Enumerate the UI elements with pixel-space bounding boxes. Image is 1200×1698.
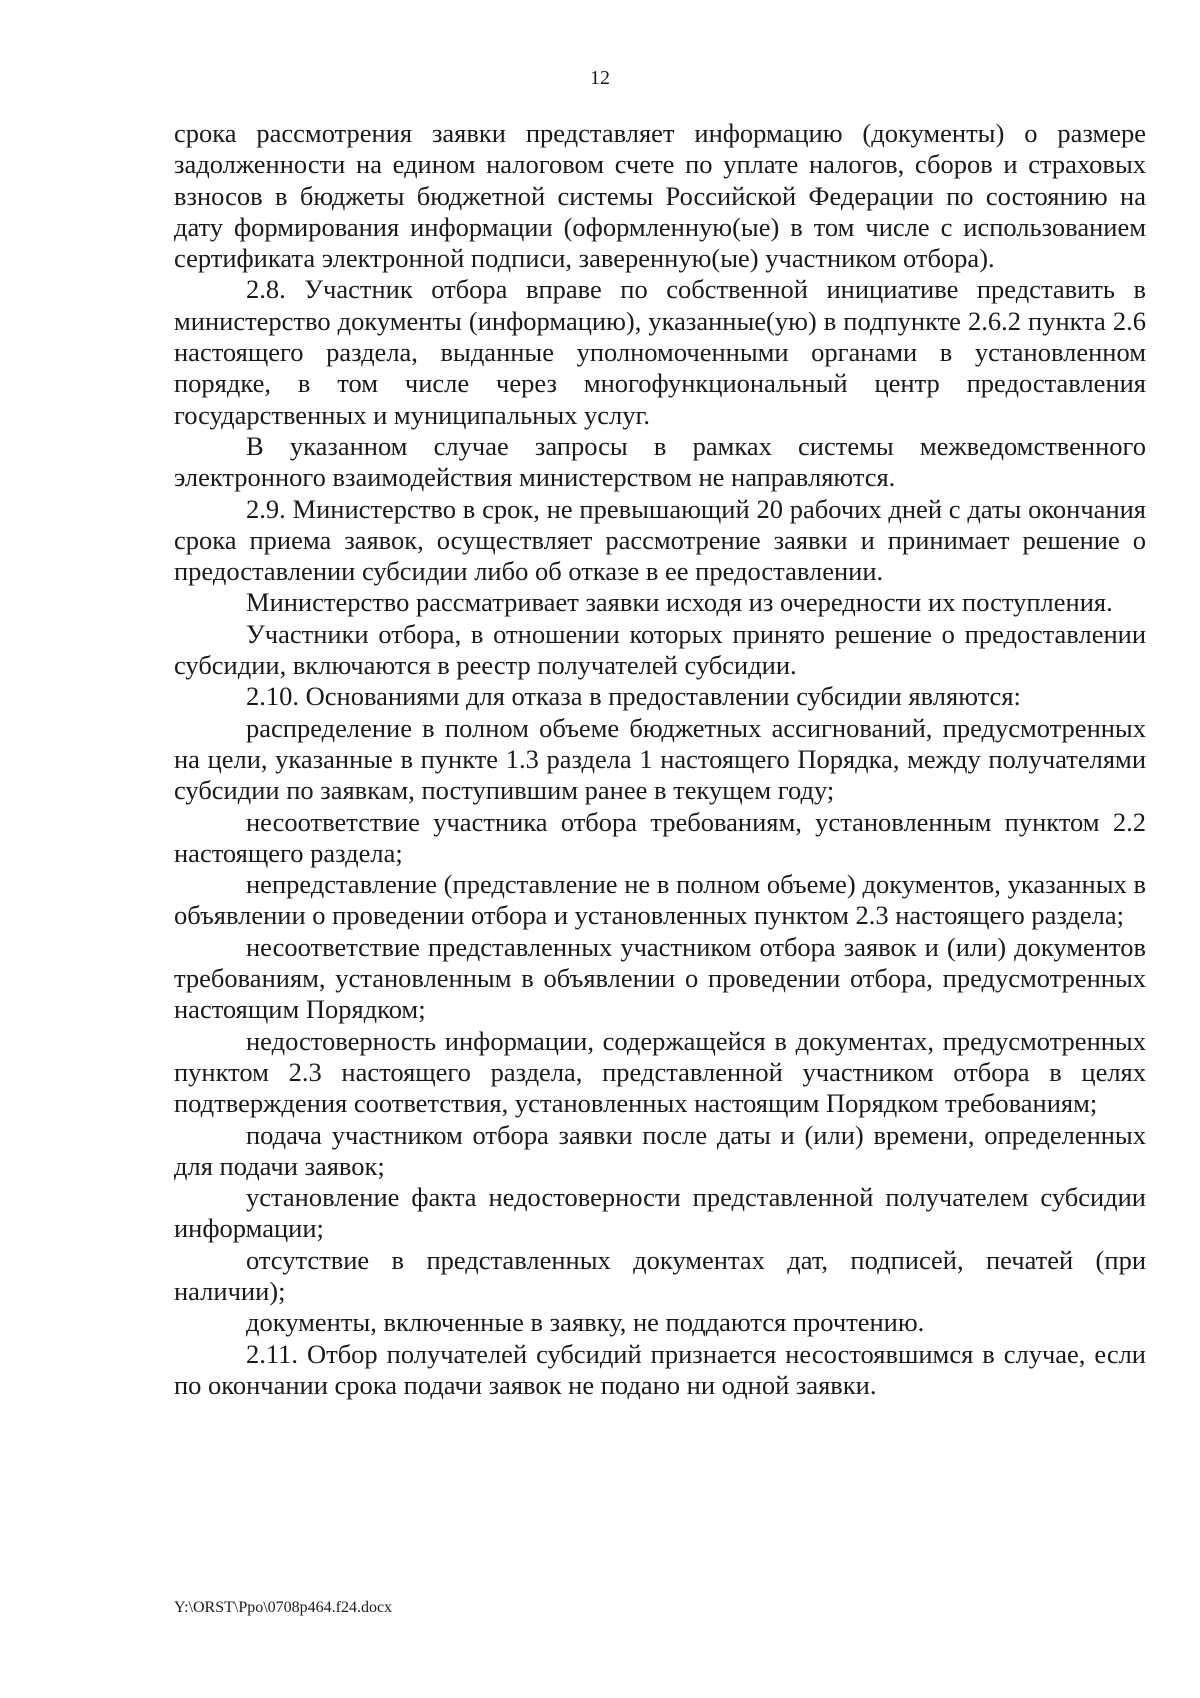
footer-file-path: Y:\ORST\Ppo\0708p464.f24.docx (174, 1599, 393, 1616)
paragraph: срока рассмотрения заявки представляет информацию (документы) о размере задолженности на едином налоговом счете по уплате налогов, сборов и страховых взносов в бюджеты бюджетной системы Российской Федерации по состоянию на дату формирования информации (оформленную(ые) в том числе с использованием сертификата электронной подписи, заверенную(ые) участником отбора). (174, 118, 1146, 274)
paragraph: Министерство рассматривает заявки исходя из очередности их поступления. (246, 587, 1113, 618)
paragraph: недостоверность информации, содержащейся в документах, предусмотренных пунктом 2.3 настоящего раздела, представленной участником отбора в целях подтверждения соответствия, установленных настоящим Порядком требованиям; (174, 1025, 1146, 1119)
paragraph: отсутствие в представленных документах дат, подписей, печатей (при наличии); (174, 1244, 1146, 1306)
page-number: 12 (590, 67, 610, 89)
paragraph: распределение в полном объеме бюджетных ассигнований, предусмотренных на цели, указанные в пункте 1.3 раздела 1 настоящего Порядка, между получателями субсидии по заявкам, поступившим ранее в текущем году; (174, 712, 1146, 806)
paragraph: 2.10. Основаниями для отказа в предоставлении субсидии являются: (246, 681, 1021, 712)
paragraph: непредставление (представление не в полном объеме) документов, указанных в объявлении о проведении отбора и установленных пунктом 2.3 настоящего раздела; (174, 869, 1146, 931)
paragraph: 2.9. Министерство в срок, не превышающий 20 рабочих дней с даты окончания срока приема заявок, осуществляет рассмотрение заявки и принимает решение о предоставлении субсидии либо об отказе в ее предоставлении. (174, 493, 1146, 587)
paragraph: подача участником отбора заявки после даты и (или) времени, определенных для подачи заявок; (174, 1119, 1146, 1181)
document-body (174, 118, 1146, 1401)
paragraph: Участники отбора, в отношении которых принято решение о предоставлении субсидии, включаются в реестр получателей субсидии. (174, 618, 1146, 681)
paragraph: установление факта недостоверности представленной получателем субсидии информации; (174, 1182, 1146, 1244)
paragraph: 2.8. Участник отбора вправе по собственной инициативе представить в министерство документы (информацию), указанные(ую) в подпункте 2.6.2 пункта 2.6 настоящего раздела, выданные уполномоченными органами в установленном порядке, в том числе через многофункциональный центр предоставления государственных и муниципальных услуг. (174, 274, 1146, 430)
paragraph: 2.11. Отбор получателей субсидий признается несостоявшимся в случае, если по окончании срока подачи заявок не подано ни одной заявки. (174, 1338, 1146, 1400)
paragraph: В указанном случае запросы в рамках системы межведомственного электронного взаимодействия министерством не направляются. (174, 430, 1146, 493)
paragraph: документы, включенные в заявку, не поддаются прочтению. (246, 1307, 925, 1338)
paragraph: несоответствие представленных участником отбора заявок и (или) документов требованиям, установленным в объявлении о проведении отбора, предусмотренных настоящим Порядком; (174, 931, 1146, 1025)
paragraph: несоответствие участника отбора требованиям, установленным пунктом 2.2 настоящего раздела; (174, 806, 1146, 868)
